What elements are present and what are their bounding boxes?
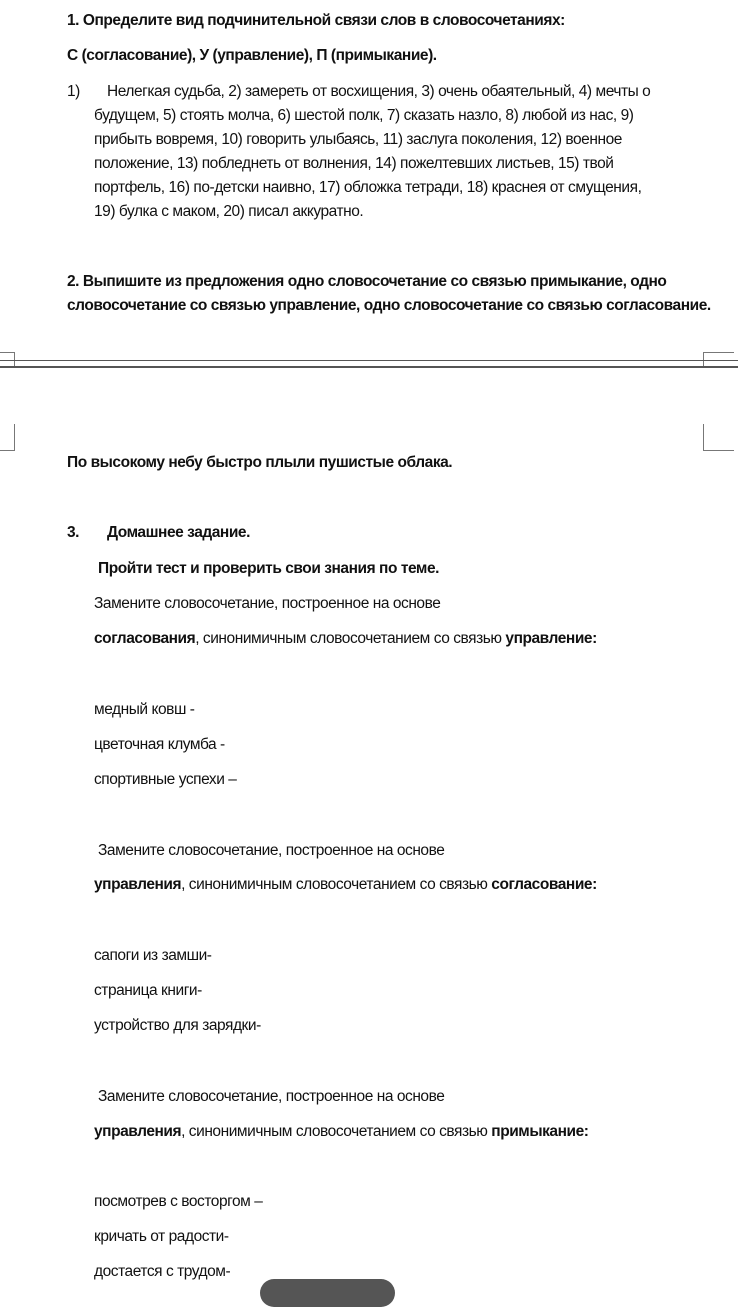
block2-middle: , синонимичным словосочетанием со связью bbox=[181, 876, 492, 893]
block2-bold-1: управления bbox=[94, 876, 182, 893]
block1-instruction bbox=[94, 627, 597, 651]
block3-instruction bbox=[94, 1120, 588, 1144]
page-break-line bbox=[0, 360, 738, 361]
block3-middle: , синонимичным словосочетанием со связью bbox=[181, 1123, 492, 1140]
block2-item: устройство для зарядки- bbox=[94, 1017, 261, 1034]
task1-line-5: портфель, 16) по-детски наивно, 17) обложка тетради, 18) краснея от смущения, bbox=[94, 179, 642, 196]
page-corner-mark-bottom-left bbox=[0, 424, 15, 451]
block3-intro: Замените словосочетание, построенное на основе bbox=[98, 1088, 445, 1105]
block2-bold-2: согласование: bbox=[491, 876, 597, 893]
block1-intro: Замените словосочетание, построенное на основе bbox=[94, 595, 441, 612]
block1-middle: , синонимичным словосочетанием со связью bbox=[195, 630, 506, 647]
task3-title: Домашнее задание. bbox=[107, 524, 250, 541]
block3-bold-1: управления bbox=[94, 1123, 182, 1140]
block2-item: сапоги из замши- bbox=[94, 947, 212, 964]
task1-line-2: будущем, 5) стоять молча, 6) шестой полк, 7) сказать назло, 8) любой из нас, 9) bbox=[94, 107, 634, 124]
task2-line-1: 2. Выпишите из предложения одно словосочетание со связью примыкание, одно bbox=[67, 273, 667, 290]
block1-item: медный ковш - bbox=[94, 701, 195, 718]
block2-item: страница книги- bbox=[94, 982, 202, 999]
task2-line-2: словосочетание со связью управление, одно словосочетание со связью согласование. bbox=[67, 297, 711, 314]
block3-item: кричать от радости- bbox=[94, 1228, 229, 1245]
task3-number: 3. bbox=[67, 524, 80, 541]
task3-subtitle: Пройти тест и проверить свои знания по теме. bbox=[98, 560, 439, 577]
task1-title: 1. Определите вид подчинительной связи слов в словосочетаниях: bbox=[67, 12, 565, 29]
block1-item: цветочная клумба - bbox=[94, 736, 225, 753]
task1-line-3: прибыть вовремя, 10) говорить улыбаясь, 11) заслуга поколения, 12) военное bbox=[94, 131, 622, 148]
block2-instruction bbox=[94, 873, 597, 897]
document-page-1 bbox=[0, 0, 738, 354]
document-page-2 bbox=[0, 368, 738, 1293]
task1-line-4: положение, 13) побледнеть от волнения, 14) пожелтевших листьев, 15) твой bbox=[94, 155, 614, 172]
scroll-handle[interactable] bbox=[260, 1279, 395, 1307]
block3-bold-2: примыкание: bbox=[491, 1123, 589, 1140]
block1-bold-2: управление: bbox=[505, 630, 597, 647]
block1-bold-1: согласования bbox=[94, 630, 196, 647]
block3-item: достается с трудом- bbox=[94, 1263, 231, 1280]
block2-intro: Замените словосочетание, построенное на основе bbox=[98, 842, 445, 859]
task2-sentence: По высокому небу быстро плыли пушистые облака. bbox=[67, 454, 453, 471]
task1-line-1: Нелегкая судьба, 2) замереть от восхищения, 3) очень обаятельный, 4) мечты о bbox=[107, 83, 651, 100]
page-corner-mark-bottom-right bbox=[703, 424, 734, 451]
block1-item: спортивные успехи – bbox=[94, 771, 237, 788]
task1-number: 1) bbox=[67, 83, 80, 100]
block3-item: посмотрев с восторгом – bbox=[94, 1193, 263, 1210]
task1-line-6: 19) булка с маком, 20) писал аккуратно. bbox=[94, 203, 364, 220]
task1-legend: С (согласование), У (управление), П (примыкание). bbox=[67, 47, 437, 64]
